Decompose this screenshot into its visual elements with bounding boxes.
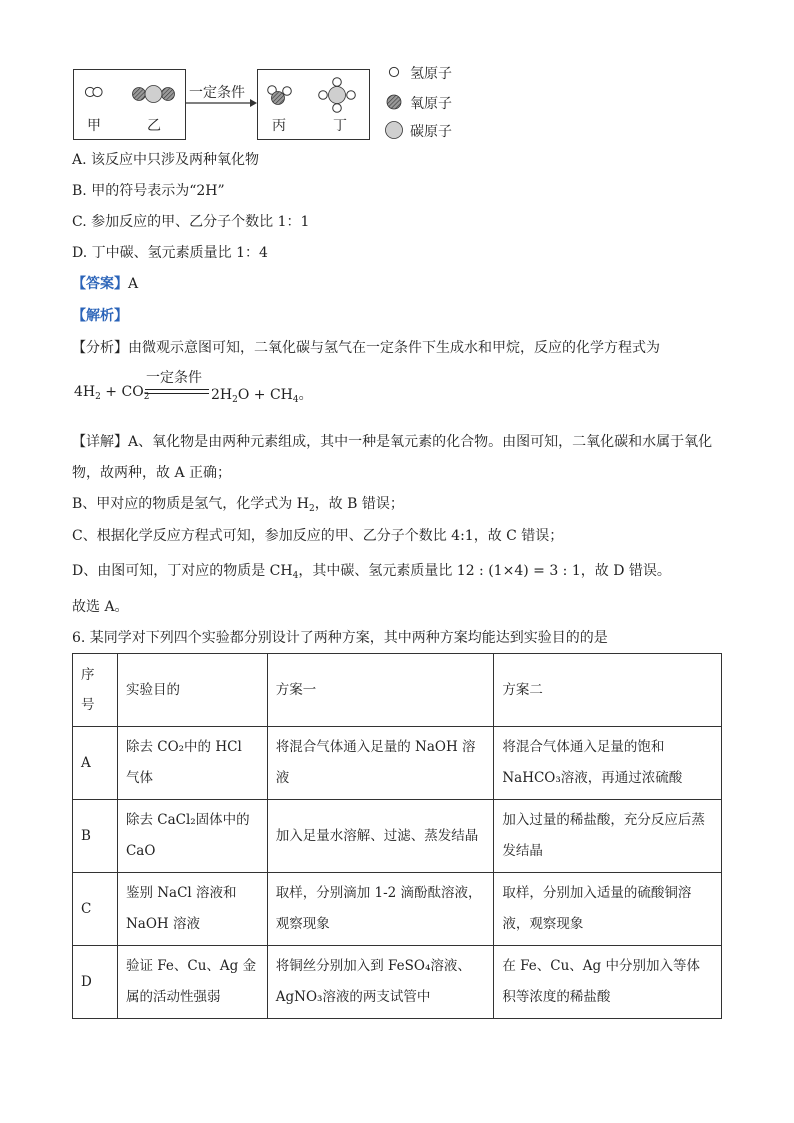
- arrow-condition-label: 一定条件: [189, 85, 245, 101]
- legend-hydrogen-label: 氢原子: [410, 66, 452, 82]
- answer-tag: 【答案】: [72, 276, 128, 292]
- header-plan1: 方案一: [267, 654, 494, 727]
- answer-line: [72, 274, 138, 294]
- answer-value: A: [128, 276, 139, 292]
- header-seq: 序号: [73, 654, 118, 727]
- detail-line-b: B、甲对应的物质是氢气，化学式为 $H_2$，故 B 错误；: [72, 496, 404, 514]
- header-plan2: 方案二: [494, 654, 722, 727]
- product-label-ding: 丁: [333, 118, 347, 134]
- fenxi-tag: 【分析】: [72, 340, 128, 356]
- product-label-bing: 丙: [272, 118, 286, 134]
- methane-molecule-icon: [318, 77, 356, 113]
- detail-line-1: 【详解】A、氧化物是由两种元素组成，其中一种是氧元素的化合物。由图可知，二氧化碳和水属于氧化: [72, 434, 713, 450]
- detail-line-d: D、由图可知，丁对应的物质是 $CH_4$，其中碳、氢元素质量比 12 : (1×4) = 3 : 1，故 D 错误。: [72, 563, 671, 581]
- question-6-stem: 6. 某同学对下列四个实验都分别设计了两种方案，其中两种方案均能达到实验目的的是: [72, 630, 608, 646]
- hydrogen-molecule-icon: [84, 86, 104, 98]
- table-row: C 鉴别 NaCl 溶液和 NaOH 溶液 取样，分别滴加 1-2 滴酚酞溶液，观察现象 取样，分别加入适量的硫酸铜溶液，观察现象: [73, 873, 722, 946]
- detail-tag: 【详解】: [72, 434, 128, 450]
- carbon-atom-legend-icon: [384, 120, 404, 140]
- option-c: C. 参加反应的甲、乙分子个数比 1：1: [72, 214, 310, 230]
- option-d: D. 丁中碳、氢元素质量比 1：4: [72, 245, 268, 261]
- equation-condition: 一定条件: [146, 370, 202, 386]
- fenxi-line: [72, 338, 660, 358]
- equation-lhs: $4H_2 + CO_2$: [74, 384, 150, 402]
- reactant-label-jia: 甲: [87, 118, 101, 134]
- option-a: A. 该反应中只涉及两种氧化物: [72, 152, 260, 168]
- equation-rhs: $2H_2O + CH_4$。: [211, 387, 313, 405]
- legend-oxygen-label: 氧原子: [410, 96, 452, 112]
- legend-carbon-label: 碳原子: [410, 124, 452, 140]
- fenxi-text: 由微观示意图可知，二氧化碳与氢气在一定条件下生成水和甲烷，反应的化学方程式为: [128, 340, 660, 356]
- table-header-row: [73, 654, 722, 727]
- detail-line-c: C、根据化学反应方程式可知，参加反应的甲、乙分子个数比 4:1，故 C 错误；: [72, 528, 564, 544]
- table-row: B 除去 CaCl₂固体中的 CaO 加入足量水溶解、过滤、蒸发结晶 加入过量的稀盐酸，充分反应后蒸发结晶: [73, 800, 722, 873]
- detail-line-2: 物，故两种，故 A 正确；: [72, 465, 232, 481]
- analysis-tag-line: [72, 306, 128, 326]
- oxygen-atom-legend-icon: [385, 93, 403, 111]
- detail-conclusion: 故选 A。: [72, 599, 129, 615]
- header-goal: 实验目的: [117, 654, 267, 727]
- water-molecule-icon: [265, 84, 295, 106]
- question-6-table: [72, 653, 722, 1019]
- carbon-dioxide-molecule-icon: [131, 84, 177, 104]
- option-b: B. 甲的符号表示为“2H”: [72, 183, 225, 199]
- table-row: A 除去 CO₂中的 HCl 气体 将混合气体通入足量的 NaOH 溶液 将混合气体通入足量的饱和 NaHCO₃溶液，再通过浓硫酸: [73, 727, 722, 800]
- equation-equals-sign: [145, 389, 209, 394]
- table-row: D 验证 Fe、Cu、Ag 金属的活动性强弱 将铜丝分别加入到 FeSO₄溶液、AgNO₃溶液的两支试管中 在 Fe、Cu、Ag 中分别加入等体积等浓度的稀盐酸: [73, 946, 722, 1019]
- reaction-arrow-icon: [186, 98, 258, 108]
- hydrogen-atom-legend-icon: [387, 65, 401, 79]
- analysis-tag: 【解析】: [72, 308, 128, 324]
- reactant-label-yi: 乙: [147, 118, 161, 134]
